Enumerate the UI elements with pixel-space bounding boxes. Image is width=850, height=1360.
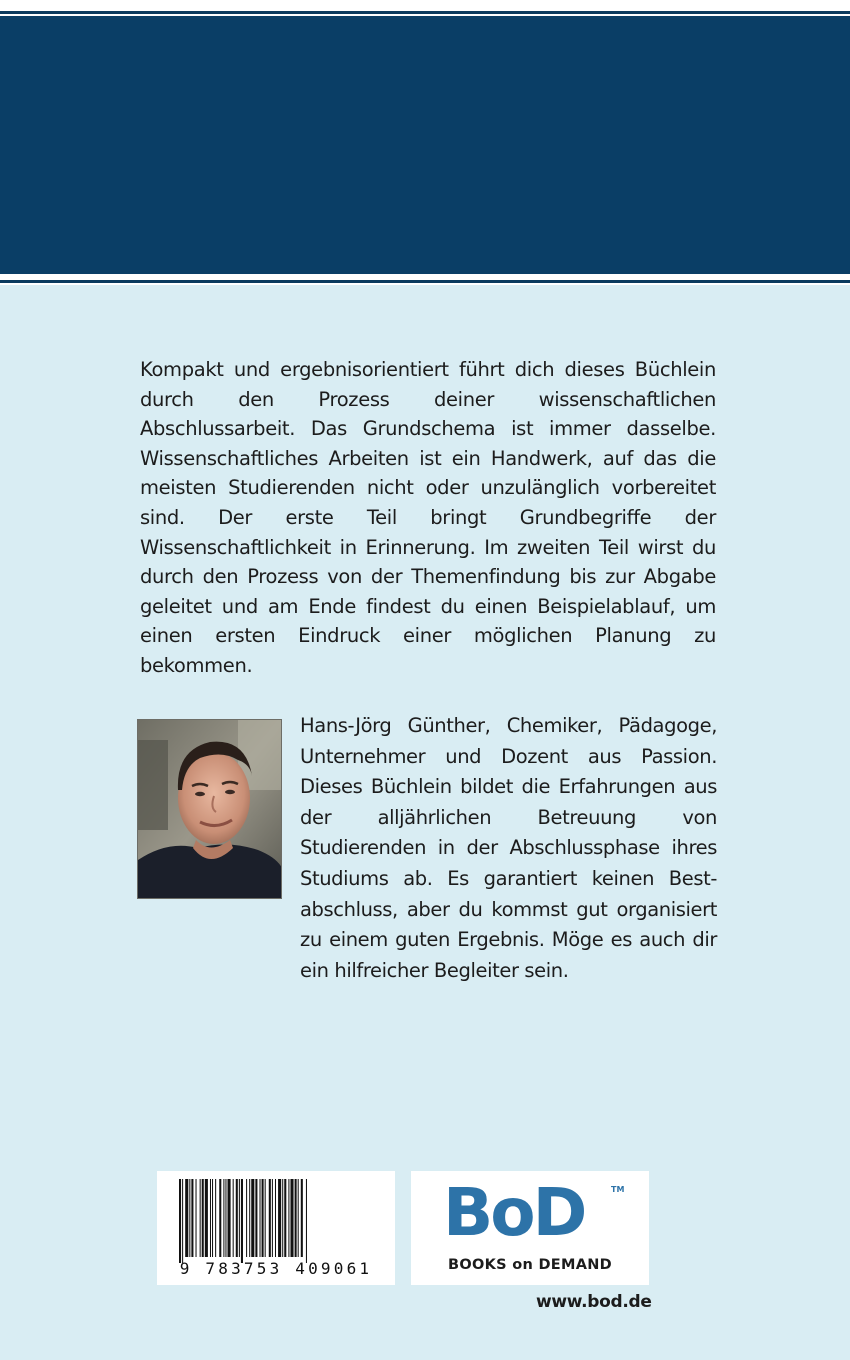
- barcode-bar: [249, 1179, 250, 1257]
- barcode-bar: [265, 1179, 266, 1257]
- barcode-bar: [306, 1179, 307, 1263]
- barcode-bar: [236, 1179, 238, 1257]
- barcode-bar: [191, 1179, 193, 1257]
- trademark-mark: TM: [611, 1185, 625, 1194]
- barcode-bar: [241, 1179, 243, 1263]
- barcode-bar: [239, 1179, 240, 1257]
- barcode-bar: [262, 1179, 264, 1257]
- barcode-bar: [196, 1179, 197, 1257]
- barcode-bar: [275, 1179, 276, 1257]
- barcode-bar: [295, 1179, 297, 1257]
- barcode-bar: [219, 1179, 221, 1257]
- barcode-bar: [278, 1179, 281, 1257]
- publisher-logo: BoD: [443, 1174, 585, 1251]
- barcode-bar: [246, 1179, 247, 1257]
- barcode-bar: [185, 1179, 188, 1257]
- barcode-bar: [288, 1179, 289, 1257]
- barcode-bar: [215, 1179, 216, 1257]
- barcode-bar: [225, 1179, 226, 1257]
- author-bio: Hans-Jörg Günther, Chemiker, Pädagoge, Unternehmer und Dozent aus Passion. Dieses Büchlein bildet die Erfahrungen aus der alljährlichen Betreuung von Studierenden in der Abschlussphase ihres Studiums ab. Es garantiert keinen Best-abschluss, aber du kommst gut organisiert zu einem guten Ergebnis. Möge es auch dir ein hilfreicher Begleiter sein.: [300, 714, 717, 982]
- barcode-bar: [272, 1179, 273, 1257]
- barcode-bar: [282, 1179, 283, 1257]
- barcode-bar: [210, 1179, 211, 1257]
- barcode-bar: [290, 1179, 293, 1257]
- isbn-barcode: [157, 1171, 395, 1285]
- barcode-bar: [182, 1179, 183, 1263]
- barcode-bar: [255, 1179, 257, 1257]
- publisher-website: www.bod.de: [536, 1292, 652, 1312]
- barcode-bar: [284, 1179, 286, 1257]
- barcode-bar: [233, 1179, 234, 1257]
- barcode-bar: [251, 1179, 254, 1257]
- barcode-bar: [205, 1179, 208, 1257]
- barcode-bar: [200, 1179, 201, 1257]
- barcode-bar: [228, 1179, 231, 1257]
- barcode-bar: [298, 1179, 299, 1257]
- barcode-bar: [269, 1179, 271, 1257]
- header-rule-bottom: [0, 280, 850, 283]
- header-rule-top: [0, 11, 850, 14]
- isbn-number: 9 783753 409061: [179, 1259, 373, 1278]
- header-band: [0, 0, 850, 285]
- barcode-bar: [189, 1179, 190, 1257]
- barcode-bar: [202, 1179, 204, 1257]
- barcode-bar: [179, 1179, 181, 1263]
- author-photo: [137, 719, 282, 899]
- publisher-logo-box: [411, 1171, 649, 1285]
- book-blurb: Kompakt und ergebnisorientiert führt dich dieses Büchlein durch den Prozess deiner wissenschaftlichen Abschlussarbeit. Das Grundschema ist immer dasselbe. Wissenschaftliches Arbeiten ist ein Handwerk, auf das die meisten Studierenden nicht oder unzulänglich vorbereitet sind. Der erste Teil bringt Grundbegriffe der Wissenschaftlichkeit in Erinnerung. Im zweiten Teil wirst du durch den Prozess von der Themenfindung bis zur Abgabe geleitet und am Ende findest du einen Beispielablauf, um einen ersten Eindruck einer möglichen Planung zu bekommen.: [140, 358, 716, 677]
- barcode-bar: [260, 1179, 261, 1257]
- barcode-bar: [301, 1179, 303, 1257]
- header-color-block: [0, 16, 850, 274]
- barcode-bar: [223, 1179, 224, 1257]
- barcode-bar: [212, 1179, 213, 1257]
- publisher-subtitle: BOOKS on DEMAND: [447, 1257, 613, 1273]
